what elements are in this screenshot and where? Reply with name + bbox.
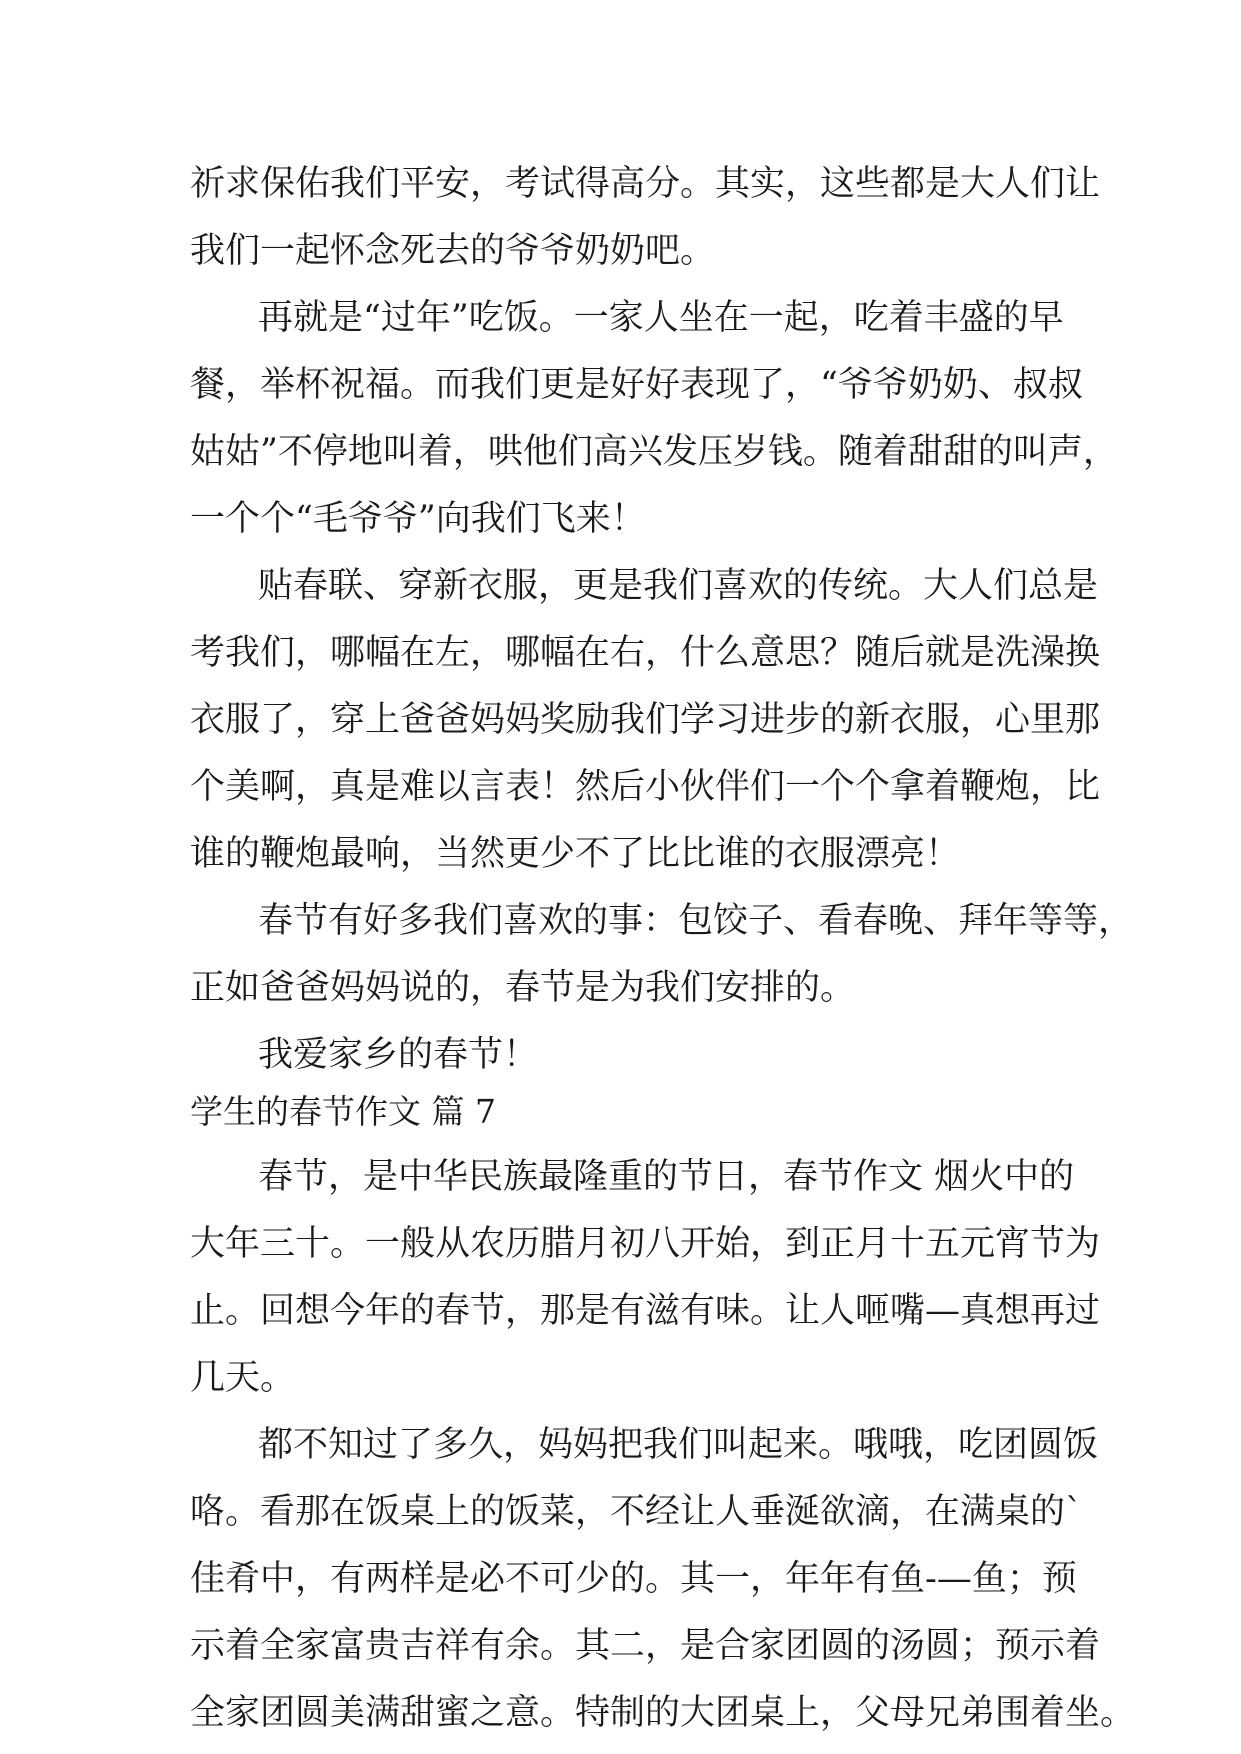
paragraph-line: 大年三十。一般从农历腊月初八开始，到正月十五元宵节为 (190, 1224, 1101, 1264)
paragraph-line: 几天。 (190, 1358, 296, 1398)
paragraph-line: 祈求保佑我们平安，考试得高分。其实，这些都是大人们让 (190, 164, 1101, 204)
paragraph-line: 春节，是中华民族最隆重的节日，春节作文 烟火中的 (258, 1157, 1075, 1197)
paragraph-line: 衣服了，穿上爸爸妈妈奖励我们学习进步的新衣服，心里那 (190, 700, 1101, 740)
paragraph-line: 再就是“过年”吃饭。一家人坐在一起，吃着丰盛的早 (258, 298, 1064, 338)
paragraph-line: 姑姑”不停地叫着，哄他们高兴发压岁钱。随着甜甜的叫声， (190, 432, 1118, 472)
paragraph-line: 个美啊，真是难以言表！然后小伙伴们一个个拿着鞭炮，比 (190, 767, 1101, 807)
paragraph-line: 都不知过了多久，妈妈把我们叫起来。哦哦，吃团圆饭 (258, 1425, 1099, 1465)
paragraph-line: 谁的鞭炮最响，当然更少不了比比谁的衣服漂亮！ (190, 834, 961, 874)
paragraph-line: 佳肴中，有两样是必不可少的。其一，年年有鱼-—鱼；预 (190, 1559, 1077, 1599)
paragraph-line: 考我们，哪幅在左，哪幅在右，什么意思？随后就是洗澡换 (190, 633, 1101, 673)
paragraph-line: 示着全家富贵吉祥有余。其二，是合家团圆的汤圆；预示着 (190, 1626, 1101, 1666)
section-heading: 学生的春节作文 篇 7 (190, 1092, 496, 1131)
paragraph-line: 一个个“毛爷爷”向我们飞来！ (190, 499, 646, 539)
paragraph-line: 春节有好多我们喜欢的事：包饺子、看春晚、拜年等等， (258, 901, 1134, 941)
paragraph-line: 全家团圆美满甜蜜之意。特制的大团桌上，父母兄弟围着坐。 (190, 1693, 1136, 1733)
paragraph-line: 止。回想今年的春节，那是有滋有味。让人咂嘴—真想再过 (190, 1291, 1101, 1331)
paragraph-line: 贴春联、穿新衣服，更是我们喜欢的传统。大人们总是 (258, 566, 1099, 606)
paragraph-line: 正如爸爸妈妈说的，春节是为我们安排的。 (190, 968, 856, 1008)
paragraph-line: 餐，举杯祝福。而我们更是好好表现了，“爷爷奶奶、叔叔 (190, 365, 1083, 405)
paragraph-line: 咯。看那在饭桌上的饭菜，不经让人垂涎欲滴，在满桌的` (190, 1492, 1083, 1532)
paragraph-line: 我们一起怀念死去的爷爷奶奶吧。 (190, 231, 716, 271)
paragraph-line: 我爱家乡的春节！ (258, 1035, 539, 1075)
